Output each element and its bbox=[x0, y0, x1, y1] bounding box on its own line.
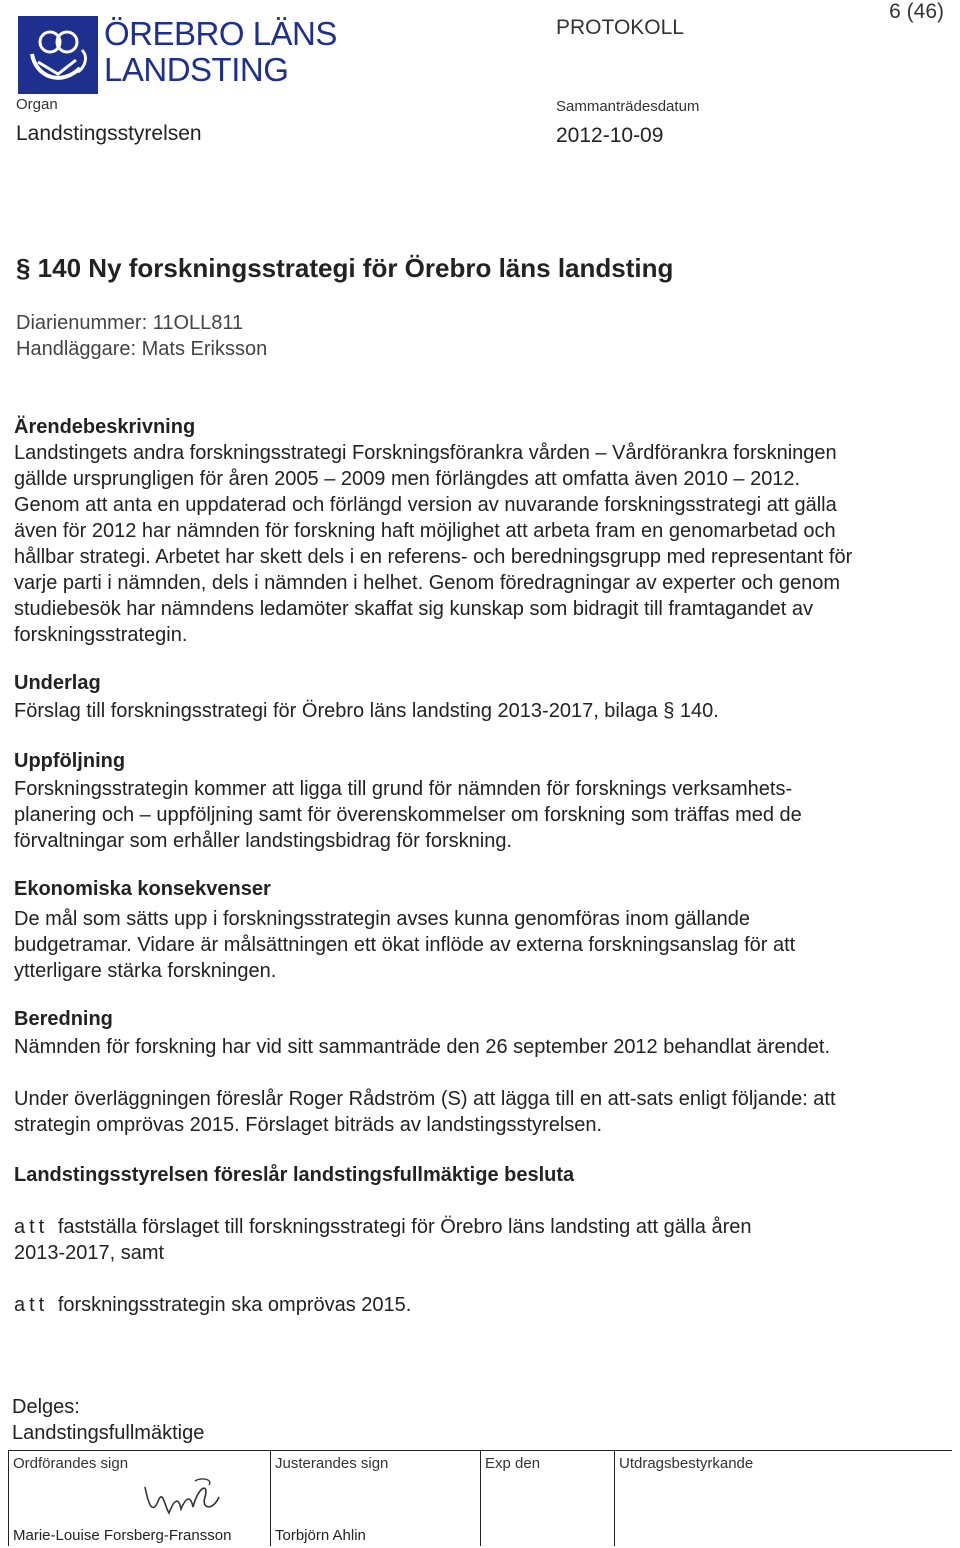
text-line: varje parti i nämnden, dels i nämnden i helhet. Genom föredragningar av experter och genom bbox=[14, 572, 841, 594]
signature-table bbox=[8, 1450, 952, 1546]
date-label: Sammanträdesdatum bbox=[556, 98, 700, 115]
delges-value: Landstingsfullmäktige bbox=[12, 1422, 205, 1444]
text-line: budgetramar. Vidare är målsättningen ett ökat inflöde av externa forskningsanslag för att bbox=[14, 934, 796, 956]
handwritten-signature-icon bbox=[139, 1477, 259, 1523]
document-type: PROTOKOLL bbox=[556, 16, 684, 39]
page-number: 6 (46) bbox=[889, 0, 944, 23]
orebro-lans-landsting-logo-icon bbox=[18, 16, 98, 94]
att-clause-1-continuation: 2013-2017, samt bbox=[14, 1242, 165, 1264]
text-line: Genom att anta en uppdaterad och förlängd version av nuvarande forskningsstrategi att gälla bbox=[14, 494, 837, 516]
section-heading-forslag: Landstingsstyrelsen föreslår landstingsfullmäktige besluta bbox=[14, 1164, 575, 1186]
arendebeskrivning-text bbox=[14, 440, 944, 648]
signature-cell-ordforande bbox=[8, 1451, 271, 1546]
text-line: Under överläggningen föreslår Roger Rådström (S) att lägga till en att-sats enligt följande: att bbox=[14, 1088, 836, 1110]
att-clause-text: fastställa förslaget till forskningsstrategi för Örebro läns landsting att gälla åren bbox=[57, 1216, 752, 1238]
att-clause-text: forskningsstrategin ska omprövas 2015. bbox=[57, 1294, 412, 1316]
underlag-text: Förslag till forskningsstrategi för Örebro läns landsting 2013-2017, bilaga § 140. bbox=[14, 700, 719, 722]
att-keyword: att bbox=[14, 1294, 49, 1316]
justerandes-name: Torbjörn Ahlin bbox=[275, 1527, 366, 1544]
org-name-line1: ÖREBRO LÄNS bbox=[104, 15, 337, 52]
text-line: studiebesök har nämndens ledamöter skaffat sig kunskap som bidragit till framtagandet av bbox=[14, 598, 813, 620]
ordforande-name: Marie-Louise Forsberg-Fransson bbox=[13, 1527, 232, 1544]
date-value: 2012-10-09 bbox=[556, 124, 664, 147]
text-line: Landstingets andra forskningsstrategi Forskningsförankra vården – Vårdförankra forskningen bbox=[14, 442, 837, 464]
ekonomiska-text bbox=[14, 906, 944, 984]
section-heading-uppfoljning: Uppföljning bbox=[14, 750, 126, 772]
text-line: hållbar strategi. Arbetet har skett dels i en referens- och beredningsgrupp med representant för bbox=[14, 546, 853, 568]
exp-den-label: Exp den bbox=[485, 1455, 541, 1472]
organ-value: Landstingsstyrelsen bbox=[16, 122, 202, 145]
justerandes-sign-label: Justerandes sign bbox=[275, 1455, 389, 1472]
handlaggare: Handläggare: Mats Eriksson bbox=[16, 338, 268, 360]
utdragsbestyrkande-label: Utdragsbestyrkande bbox=[619, 1455, 754, 1472]
section-heading-arendebeskrivning: Ärendebeskrivning bbox=[14, 416, 196, 438]
delges-label: Delges: bbox=[12, 1396, 80, 1418]
section-heading-beredning: Beredning bbox=[14, 1008, 113, 1030]
signature-cell-justerande bbox=[270, 1451, 481, 1546]
page-title: § 140 Ny forskningsstrategi för Örebro läns landsting bbox=[16, 253, 674, 283]
section-heading-ekonomiska-konsekvenser: Ekonomiska konsekvenser bbox=[14, 878, 271, 900]
organ-label: Organ bbox=[16, 96, 58, 113]
text-line: De mål som sätts upp i forskningsstrategin avses kunna genomföras inom gällande bbox=[14, 908, 750, 930]
att-keyword: att bbox=[14, 1216, 49, 1238]
section-heading-underlag: Underlag bbox=[14, 672, 101, 694]
text-line: planering och – uppföljning samt för överenskommelser om forskning som träffas med de bbox=[14, 804, 802, 826]
overlaggning-text bbox=[14, 1086, 944, 1138]
text-line: även för 2012 har nämnden för forskning haft möjlighet att arbeta fram en genomarbetad och bbox=[14, 520, 836, 542]
att-clause-2 bbox=[14, 1294, 411, 1317]
text-line: ytterligare stärka forskningen. bbox=[14, 960, 277, 982]
text-line: forskningsstrategin. bbox=[14, 624, 188, 646]
signature-cell-exp bbox=[480, 1451, 615, 1546]
org-name bbox=[104, 16, 337, 88]
text-line: Forskningsstrategin kommer att ligga till grund för nämnden för forsknings verksamhets- bbox=[14, 778, 793, 800]
text-line: förvaltningar som erhåller landstingsbidrag för forskning. bbox=[14, 830, 513, 852]
uppfoljning-text bbox=[14, 776, 944, 854]
org-name-line2: LANDSTING bbox=[104, 51, 289, 88]
text-line: strategin omprövas 2015. Förslaget biträds av landstingsstyrelsen. bbox=[14, 1114, 603, 1136]
signature-cell-utdrag bbox=[614, 1451, 953, 1546]
ordforande-sign-label: Ordförandes sign bbox=[13, 1455, 129, 1472]
text-line: gällde ursprungligen för åren 2005 – 2009 men förlängdes att omfatta även 2010 – 2012. bbox=[14, 468, 801, 490]
diarienummer: Diarienummer: 11OLL811 bbox=[16, 312, 244, 334]
beredning-text: Nämnden för forskning har vid sitt sammanträde den 26 september 2012 behandlat ärendet. bbox=[14, 1036, 831, 1058]
att-clause-1 bbox=[14, 1216, 752, 1239]
